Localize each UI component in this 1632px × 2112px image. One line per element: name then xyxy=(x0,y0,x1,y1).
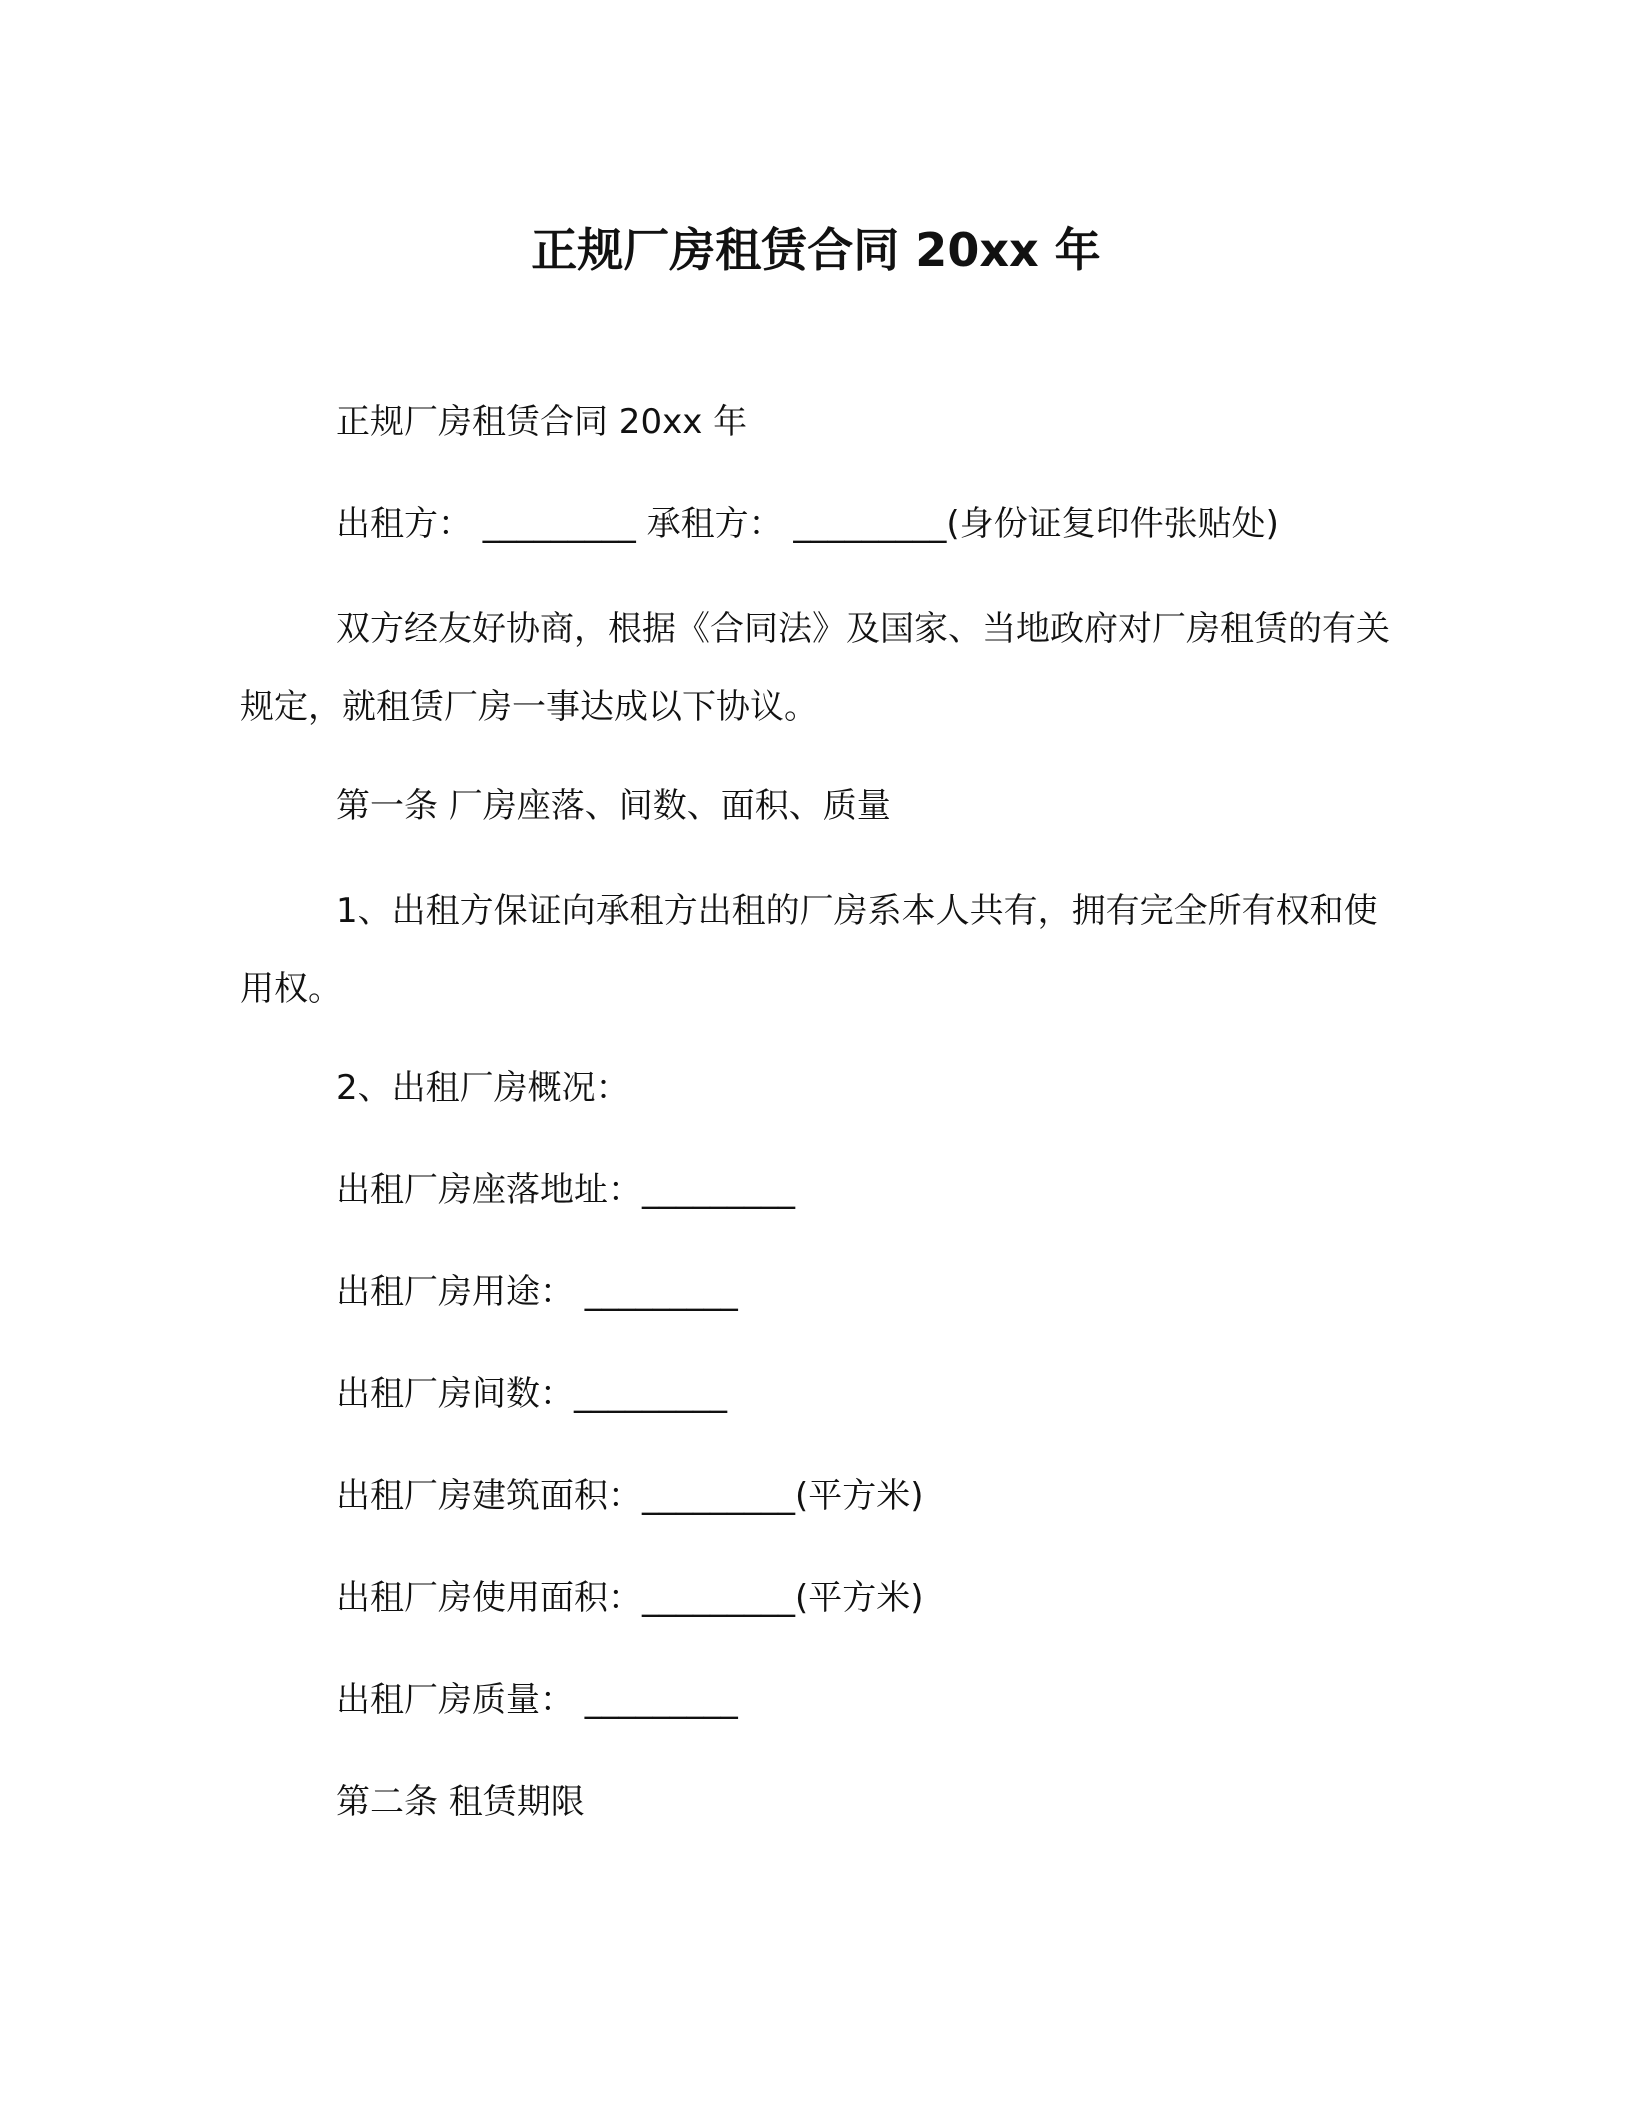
clause2-line: 2、出租厂房概况： xyxy=(336,1068,630,1108)
field-use: 出租厂房用途： _________ xyxy=(336,1272,738,1312)
document-subtitle: 正规厂房租赁合同 20xx 年 xyxy=(336,402,748,442)
field-usable-area: 出租厂房使用面积：_________(平方米) xyxy=(336,1578,924,1618)
clause1-paragraph: 1、出租方保证向承租方出租的厂房系本人共有，拥有完全所有权和使用权。 xyxy=(240,891,1378,1009)
field-quality: 出租厂房质量： _________ xyxy=(336,1680,738,1720)
document-title: 正规厂房租赁合同 20xx 年 xyxy=(531,223,1101,277)
intro-paragraph: 双方经友好协商，根据《合同法》及国家、当地政府对厂房租赁的有关规定，就租赁厂房一事达成以下协议。 xyxy=(240,609,1390,727)
field-building-area: 出租厂房建筑面积：_________(平方米) xyxy=(336,1476,924,1516)
article2-heading: 第二条 租赁期限 xyxy=(336,1782,585,1822)
parties-line: 出租方： _________ 承租方： _________(身份证复印件张贴处) xyxy=(336,504,1279,544)
field-address: 出租厂房座落地址：_________ xyxy=(336,1170,795,1210)
article1-heading: 第一条 厂房座落、间数、面积、质量 xyxy=(336,786,891,826)
field-rooms: 出租厂房间数：_________ xyxy=(336,1374,727,1414)
